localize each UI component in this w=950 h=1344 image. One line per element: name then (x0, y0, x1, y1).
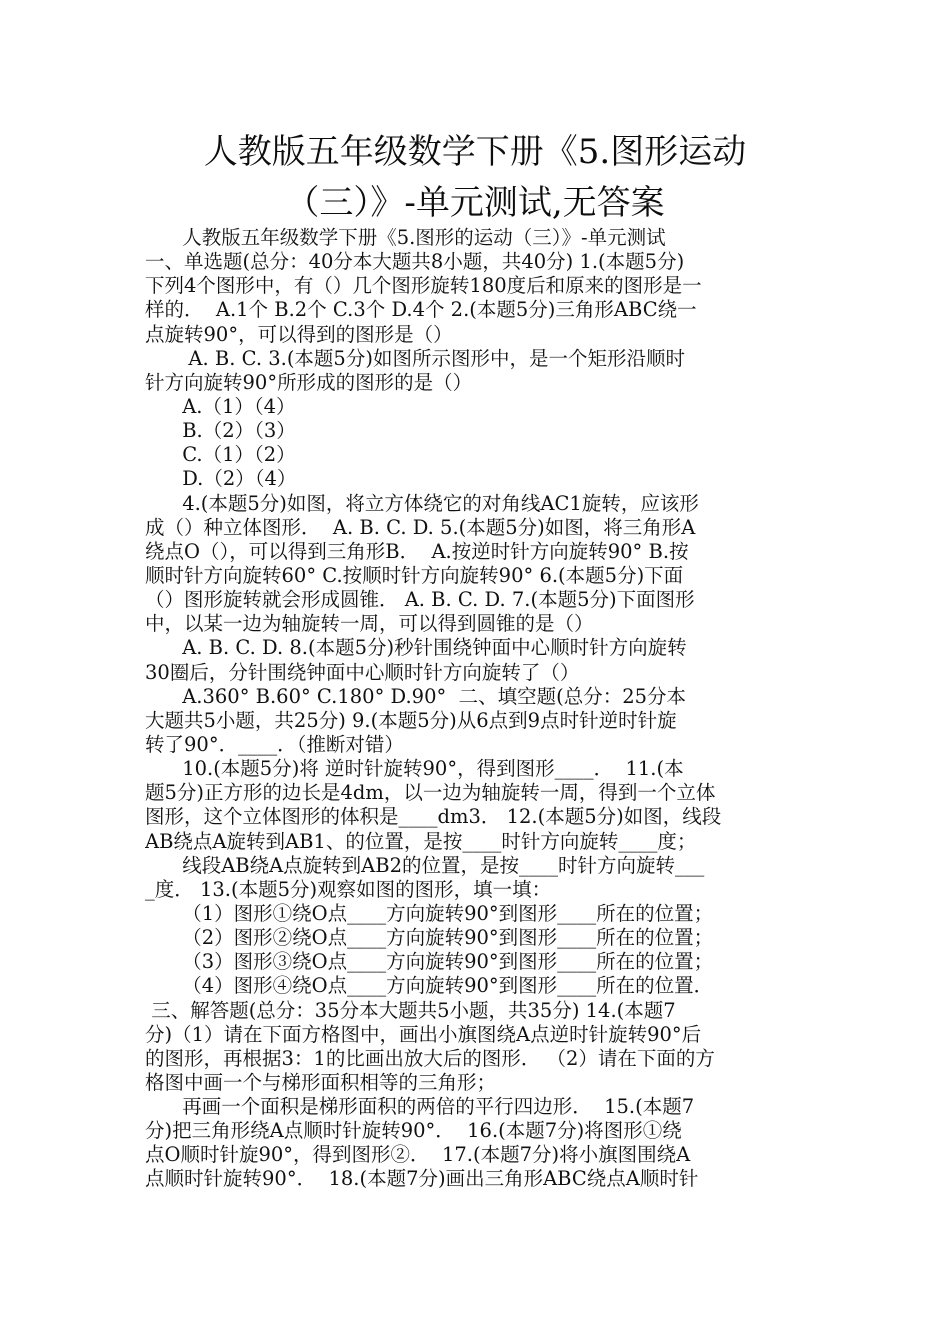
document-title-line-2: （三）》-单元测试,无答案 (285, 183, 665, 223)
text-line: 三、解答题(总分：35分本大题共5小题，共35分) 14.(本题7 (145, 998, 676, 1022)
text-line: 中，以某一边为轴旋转一周，可以得到圆锥的是（） (145, 612, 594, 636)
text-line: AB绕点A旋转到AB1、的位置，是按____时针方向旋转____度； (145, 829, 697, 853)
text-line: A.（1）（4） (145, 394, 296, 418)
text-line: 格图中画一个与梯形面积相等的三角形； (145, 1070, 497, 1094)
text-line: _度． 13.(本题5分)观察如图的图形，填一填： (145, 877, 552, 901)
text-line: D.（2）（4） (145, 467, 297, 491)
text-line: 再画一个面积是梯形面积的两倍的平行四边形． 15.(本题7 (145, 1095, 695, 1119)
text-line: 的图形，再根据3：1的比画出放大后的图形． （2）请在下面的方 (145, 1046, 715, 1070)
text-line: C.（1）（2） (145, 443, 296, 467)
text-line: 点旋转90°，可以得到的图形是（） (145, 322, 453, 346)
text-line: 顺时针方向旋转60° C.按顺时针方向旋转90° 6.(本题5分)下面 (145, 563, 684, 587)
text-line: 线段AB绕A点旋转到AB2的位置，是按____时针方向旋转___ (145, 853, 705, 877)
text-line: A. B. C. D. 8.(本题5分)秒针围绕钟面中心顺时针方向旋转 (145, 636, 687, 660)
text-line: 点O顺时针旋90°，得到图形②． 17.(本题7分)将小旗图围绕A (145, 1143, 691, 1167)
text-line: 分)把三角形绕A点顺时针旋转90°． 16.(本题7分)将图形①绕 (145, 1119, 682, 1143)
text-line: （1）图形①绕O点____方向旋转90°到图形____所在的位置； (145, 901, 714, 925)
document-body (145, 226, 810, 1192)
text-line: 绕点O（），可以得到三角形B． A.按逆时针方向旋转90° B.按 (145, 539, 689, 563)
text-line: 分)（1）请在下面方格图中，画出小旗图绕A点逆时针旋转90°后 (145, 1022, 702, 1046)
text-line: 成（）种立体图形． A. B. C. D. 5.(本题5分)如图，将三角形A (145, 515, 696, 539)
text-line: （）图形旋转就会形成圆锥． A. B. C. D. 7.(本题5分)下面图形 (145, 588, 695, 612)
text-line: 图形，这个立体图形的体积是____dm3． 12.(本题5分)如图，线段 (145, 805, 722, 829)
text-line: 下列4个图形中，有（）几个图形旋转180度后和原来的图形是一 (145, 274, 702, 298)
text-line: 一、单选题(总分：40分本大题共8小题，共40分) 1.(本题5分) (145, 250, 685, 274)
text-line: 4.(本题5分)如图，将立方体绕它的对角线AC1旋转，应该形 (145, 491, 699, 515)
document-title-line-1: 人教版五年级数学下册《5.图形运动 (203, 132, 747, 172)
text-line: （3）图形③绕O点____方向旋转90°到图形____所在的位置； (145, 950, 714, 974)
text-line: B.（2）（3） (145, 419, 296, 443)
text-line: A. B. C. 3.(本题5分)如图所示图形中，是一个矩形沿顺时 (145, 346, 685, 370)
text-line: 转了90°．____．（推断对错） (145, 732, 404, 756)
text-line: 30圈后，分针围绕钟面中心顺时针方向旋转了（） (145, 660, 580, 684)
text-line: 点顺时针旋转90°． 18.(本题7分)画出三角形ABC绕点A顺时针 (145, 1167, 699, 1191)
text-line: 针方向旋转90°所形成的图形的是（） (145, 370, 473, 394)
text-line: 10.(本题5分)将 逆时针旋转90°，得到图形____． 11.(本 (145, 757, 684, 781)
text-line: 题5分)正方形的边长是4dm，以一边为轴旋转一周，得到一个立体 (145, 781, 716, 805)
text-line: （4）图形④绕O点____方向旋转90°到图形____所在的位置． (145, 974, 714, 998)
text-line: 大题共5小题，共25分) 9.(本题5分)从6点到9点时针逆时针旋 (145, 708, 677, 732)
text-line: A.360° B.60° C.180° D.90° 二、填空题(总分：25分本 (145, 684, 687, 708)
text-line: 人教版五年级数学下册《5.图形的运动（三）》-单元测试 (145, 226, 666, 249)
text-line: （2）图形②绕O点____方向旋转90°到图形____所在的位置； (145, 926, 714, 950)
text-line: 样的． A.1个 B.2个 C.3个 D.4个 2.(本题5分)三角形ABC绕一 (145, 298, 697, 322)
